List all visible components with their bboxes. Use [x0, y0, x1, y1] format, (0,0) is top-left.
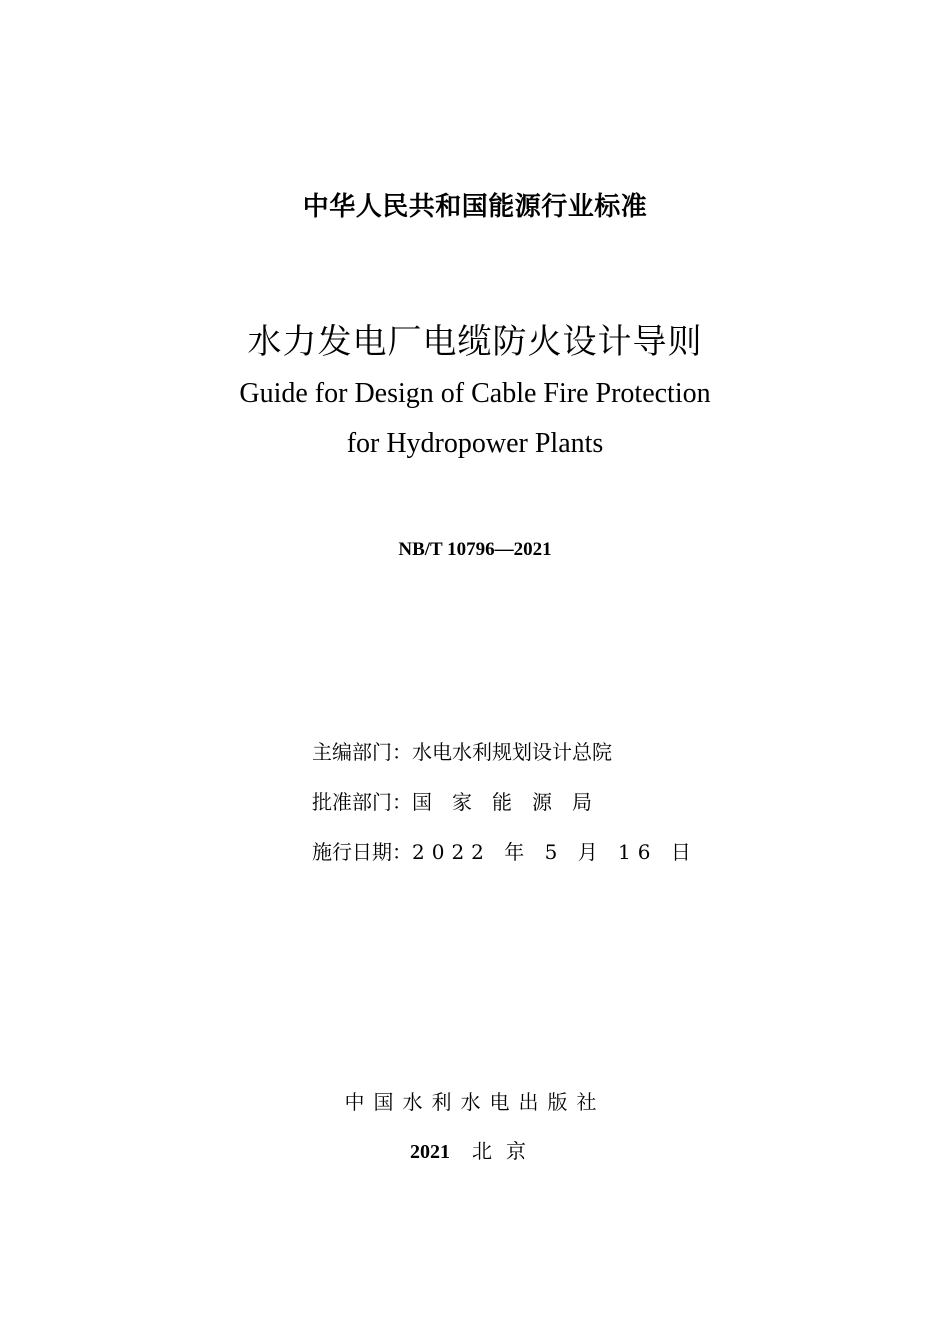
- document-title-chinese: 水力发电厂电缆防火设计导则: [247, 322, 703, 362]
- editor-department-value: 水电水利规划设计总院: [412, 740, 612, 764]
- document-title-english-line-1: Guide for Design of Cable Fire Protection: [239, 378, 711, 409]
- publisher-name: 中国水利水电出版社: [344, 1090, 606, 1114]
- approver-department-row: [312, 786, 612, 815]
- publication-place-year: [0, 1135, 950, 1164]
- editor-department-label: 主编部门：: [312, 740, 412, 764]
- approver-department-label: 批准部门：: [312, 790, 412, 814]
- effective-date-row: [312, 836, 698, 865]
- standard-category-header: 中华人民共和国能源行业标准: [302, 192, 648, 222]
- publication-year: 2021: [410, 1141, 450, 1163]
- effective-date-value: 2022 年 5 月 16 日: [412, 840, 698, 864]
- standard-code: NB/T 10796—2021: [398, 539, 552, 560]
- effective-date-label: 施行日期：: [312, 840, 412, 864]
- document-title-english-line-2: for Hydropower Plants: [346, 428, 604, 459]
- publication-city: 北京: [472, 1139, 540, 1163]
- editor-department-row: [312, 736, 612, 765]
- approver-department-value: 国家能源局: [412, 790, 612, 814]
